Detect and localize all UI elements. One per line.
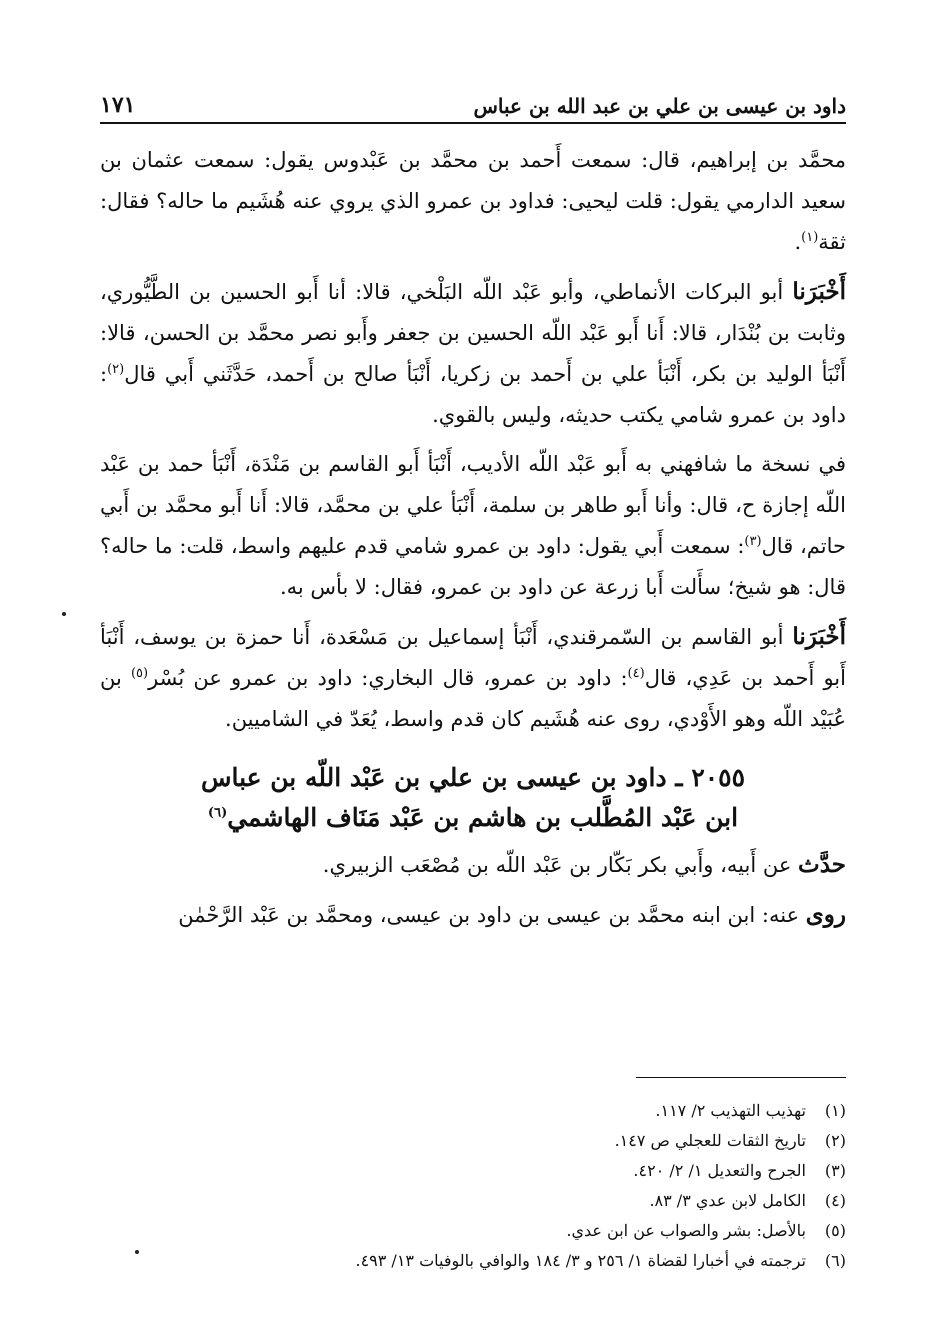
paragraph-text: : سمعت أَبي يقول: داود بن عمرو شامي قدم عليهم واسط، قلت: ما حاله؟ قال: هو شيخ؛ سأَلت أَبا زرعة عن داود بن عمرو، فقال: لا بأس به. <box>100 534 846 599</box>
entry-heading-line <box>100 798 846 838</box>
entry-heading <box>100 758 846 838</box>
footnote-text: الكامل لابن عدي ٣/ ٨٣. <box>649 1191 806 1210</box>
footnote-number: (٢) <box>824 1131 846 1150</box>
paragraph <box>100 140 846 263</box>
paragraph-text: أبو البركات الأنماطي، وأبو عَبْد اللّه البَلْخي، قالا: أنا أَبو الحسين بن الطَّيُّوري، وثابت بن بُنْدَار، قالا: أَنا أَبو عَبْد اللّه الحسين بن جعفر وأَبو نصر محمَّد بن الحسن، قالا: أَنْبَأ الوليد بن بكر، أَنْبَأ علي بن أَحمد بن زكريا، أَنْبَأ صالح بن أَحمد، حَدَّثَني أَبي قال <box>100 280 846 386</box>
paragraph <box>100 444 846 608</box>
footnotes <box>100 1096 846 1276</box>
footnote <box>100 1186 846 1216</box>
running-header <box>100 78 846 124</box>
field-label: حدَّث <box>798 851 846 878</box>
paragraph-text: : داود بن عمرو شامي يكتب حديثه، وليس بالقوي. <box>100 362 846 427</box>
isnad-lead-word: أَخْبَرَنا <box>792 623 846 650</box>
footnote-separator <box>636 1077 846 1078</box>
main-text <box>100 140 846 944</box>
footnote-text: بالأصل: بشر والصواب عن ابن عدي. <box>566 1221 806 1240</box>
paragraph-text: بن عُبَيْد اللّه وهو الأَوْدي، روى عنه هُشَيم كان قدم واسط، يُعَدّ في الشاميين. <box>100 666 846 731</box>
isnad-lead-word: أَخْبَرَنا <box>792 278 846 305</box>
paragraph <box>100 616 846 740</box>
stray-ink-dot <box>62 612 66 616</box>
field-label: روى <box>805 901 846 928</box>
footnote-ref: (٢) <box>107 362 125 377</box>
paragraph-text: : داود بن عمرو، قال البخاري: داود بن عمرو عن بُسْر <box>148 666 628 690</box>
footnote-text: تهذيب التهذيب ٢/ ١١٧. <box>655 1101 806 1120</box>
paragraph-text: في نسخة ما شافهني به أَبو عَبْد اللّه الأديب، أَنْبَأ أَبو القاسم بن مَنْدَة، أَنْبَأ حمد بن عَبْد اللّه إجازة ح، قال: وأنا أَبو طاهر بن سلمة، أَنْبَأ علي بن محمَّد، قالا: أَنا أَبو محمَّد بن أَبي حاتم، قال <box>100 452 846 558</box>
footnote-text: تاريخ الثقات للعجلي ص ١٤٧. <box>614 1131 806 1150</box>
footnote <box>100 1096 846 1126</box>
field-text: عن أَبيه، وأَبي بكر بَكّار بن عَبْد اللّه بن مُصْعَب الزبيري. <box>322 853 799 877</box>
entry-heading-line: ٢٠٥٥ ـ داود بن عيسى بن علي بن عَبْد اللّه بن عباس <box>200 763 746 792</box>
paragraph-text: . <box>794 230 802 254</box>
running-title: داود بن عيسى بن علي بن عبد الله بن عباس <box>473 94 846 118</box>
footnote-ref: (٤) <box>627 666 645 681</box>
footnote-ref: (٣) <box>744 534 762 549</box>
footnote-number: (٦) <box>824 1251 846 1270</box>
entry-heading-text: ابن عَبْد المُطَّلب بن هاشم بن عَبْد مَنَاف الهاشمي <box>227 803 739 832</box>
field-text: عنه: ابن ابنه محمَّد بن عيسى بن داود بن عيسى، ومحمَّد بن عَبْد الرَّحْمٰن <box>178 903 806 927</box>
page-number: ١٧١ <box>100 92 136 118</box>
entry-field <box>100 844 846 886</box>
footnote-text: ترجمته في أخبارا لقضاة ١/ ٢٥٦ و ٣/ ١٨٤ والوافي بالوفيات ١٣/ ٤٩٣. <box>355 1251 806 1270</box>
paragraph-text: محمَّد بن إبراهيم، قال: سمعت أَحمد بن محمَّد بن عَبْدوس يقول: سمعت عثمان بن سعيد الدارمي يقول: قلت ليحيى: فداود بن عمرو الذي يروي عنه هُشَيم ما حاله؟ فقال: ثقة <box>100 148 846 254</box>
stray-ink-dot <box>135 1250 139 1254</box>
footnote-text: الجرح والتعديل ١/ ٢/ ٤٢٠. <box>633 1161 806 1180</box>
footnote-number: (٤) <box>824 1191 846 1210</box>
paragraph <box>100 271 846 436</box>
entry-field <box>100 894 846 936</box>
footnote-number: (١) <box>824 1101 846 1120</box>
footnote <box>100 1156 846 1186</box>
footnote <box>100 1126 846 1156</box>
footnote-ref: (١) <box>801 230 819 245</box>
paragraph-text: أبو القاسم بن السّمرقندي، أَنْبَأ إسماعيل بن مَسْعَدة، أَنا حمزة بن يوسف، أَنْبَأ أَبو أَحمد بن عَدِي، قال <box>100 625 846 690</box>
footnote <box>100 1246 846 1276</box>
footnote-ref: (٥) <box>130 666 149 681</box>
footnote <box>100 1216 846 1246</box>
footnote-number: (٣) <box>824 1161 846 1180</box>
footnote-ref: (٦) <box>207 805 228 821</box>
footnote-number: (٥) <box>824 1221 846 1240</box>
